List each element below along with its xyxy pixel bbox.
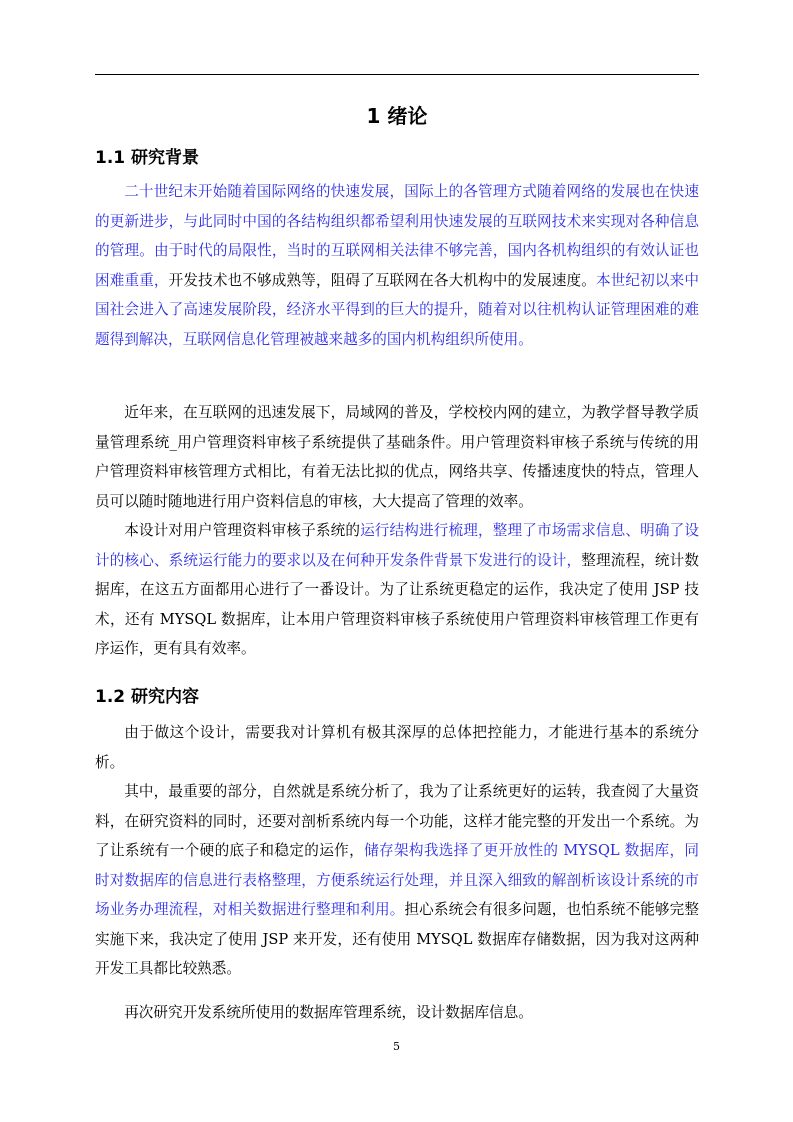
paragraph-background-1 — [95, 177, 699, 354]
chapter-title: 1 绪论 — [366, 104, 428, 128]
paragraph-segment: 本世纪初以来中国社会进入了高速发展阶段，经济水平得到的巨大的提升，随着对以往机构认证管理困难的难题得到解决，互联网信息化管理被越来越多的国内机构组织所使用。 — [95, 271, 699, 348]
paragraph-segment: 开发技术也不够成熟等，阻碍了互联网在各大机构中的发展速度。 — [168, 271, 596, 289]
paragraph-segment: 二十世纪末开始随着国际网络的快速发展，国际上的各管理方式随着网络的发展也在快速的更新进步，与此同时中国的各结构组织都希望利用快速发展的互联网技术来实现对各种信息的管理。由于时代的局限性，当时的互联网相关法律不够完善，国内各机构组织的有效认证也困难重重， — [95, 183, 699, 289]
paragraph-content-3 — [95, 998, 699, 1028]
paragraph-segment: 整理流程，统计数据库，在这五方面都用心进行了一番设计。为了让系统更稳定的运作，我决定了使用 JSP 技术，还有 MYSQL 数据库，让本用户管理资料审核子系统使用户管理资料审核管理工作更有序运作，更有具有效率。 — [95, 551, 699, 657]
paragraph-segment: 近年来，在互联网的迅速发展下，局域网的普及，学校校内网的建立，为教学督导教学质量管理系统_用户管理资料审核子系统提供了基础条件。用户管理资料审核子系统与传统的用户管理资料审核管理方式相比，有着无法比拟的优点，网络共享、传播速度快的特点，管理人员可以随时随地进行用户资料信息的审核，大大提高了管理的效率。 — [95, 404, 699, 510]
header-rule — [95, 74, 699, 75]
paragraph-background-3 — [95, 516, 699, 664]
paragraph-segment: 其中，最重要的部分，自然就是系统分析了，我为了让系统更好的运转，我查阅了大量资料，在研究资料的同时，还要对剖析系统内每一个功能，这样才能完整的开发出一个系统。为了让系统有一个硬的底子和稳定的运作， — [95, 783, 699, 859]
paragraph-segment: 本设计对用户管理资料审核子系统的 — [124, 522, 361, 539]
section-title-1-1: 1.1 研究背景 — [95, 148, 200, 168]
paragraph-segment: 担心系统会有很多问题，也怕系统不能够完整实施下来，我决定了使用 JSP 来开发，还有使用 MYSQL 数据库存储数据，因为我对这两种开发工具都比较熟悉。 — [95, 901, 699, 977]
paragraph-segment: 再次研究开发系统所使用的数据库管理系统，设计数据库信息。 — [124, 1004, 533, 1021]
section-title-1-2: 1.2 研究内容 — [95, 687, 200, 707]
paragraph-content-1 — [95, 718, 699, 777]
paragraph-segment: 由于做这个设计，需要我对计算机有极其深厚的总体把控能力，才能进行基本的系统分析。 — [95, 724, 699, 771]
paragraph-segment: 运行结构进行梳理，整理了市场需求信息、明确了设计的核心、系统运行能力的要求以及在何种开发条件背景下发进行的设计， — [95, 522, 699, 569]
paragraph-content-2 — [95, 777, 699, 984]
page-number: 5 — [393, 1040, 400, 1053]
paragraph-background-2 — [95, 398, 699, 516]
paragraph-segment: 储存架构我选择了更开放性的 MYSQL 数据库，同时对数据库的信息进行表格整理，方便系统运行处理，并且深入细致的解剖析该设计系统的市场业务办理流程，对相关数据进行整理和利用。 — [95, 842, 699, 918]
